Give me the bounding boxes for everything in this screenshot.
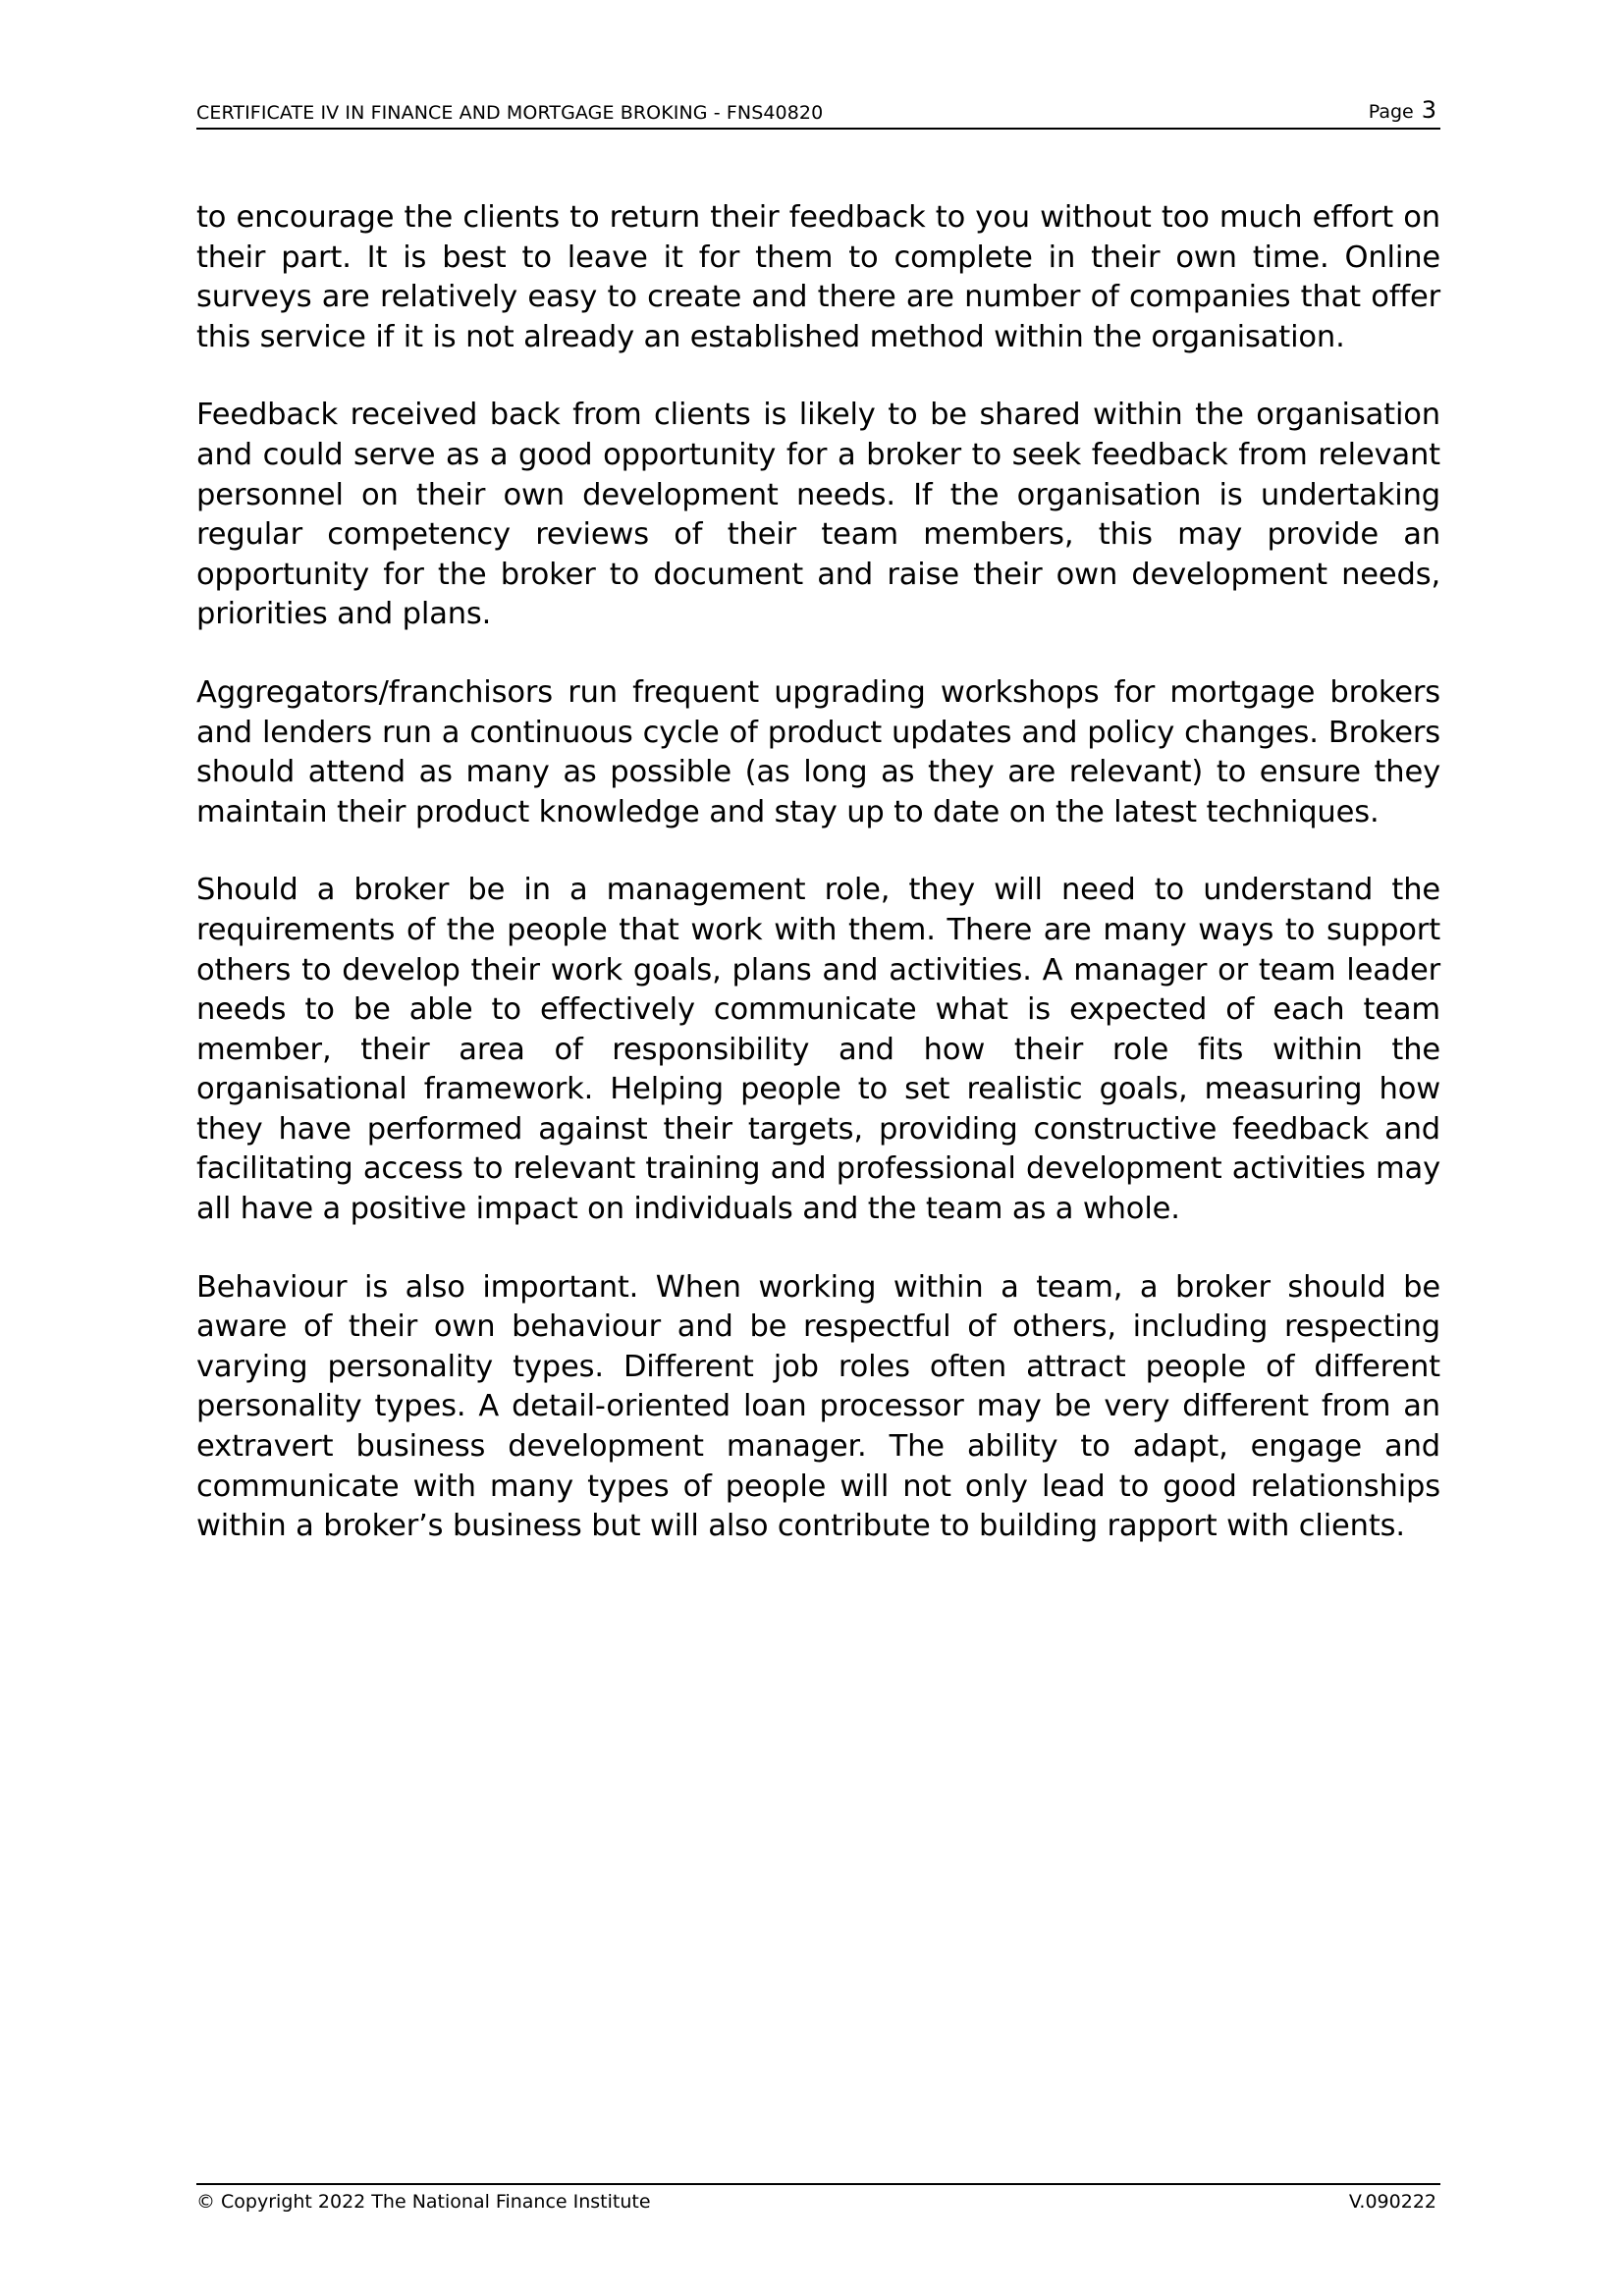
page-footer: [196, 2183, 1440, 2213]
paragraph-behaviour: Behaviour is also important. When working within a team, a broker should be aware of their own behaviour and be respectful of others, including respecting varying personality types. Different job roles often attract people of different personality types. A detail-oriented loan processor may be very different from an extravert business development manager. The ability to adapt, engage and communicate with many types of people will not only lead to good relationships within a broker’s business but will also contribute to building rapport with clients.: [196, 1269, 1440, 1544]
page-header: [196, 96, 1440, 130]
document-title: CERTIFICATE IV IN FINANCE AND MORTGAGE BROKING - FNS40820: [196, 102, 824, 124]
paragraph-workshops: Aggregators/franchisors run frequent upgrading workshops for mortgage brokers and lenders run a continuous cycle of product updates and policy changes. Brokers should attend as many as possible (as long as they are relevant) to ensure they maintain their product knowledge and stay up to date on the latest techniques.: [196, 674, 1440, 829]
paragraph-client-feedback: to encourage the clients to return their feedback to you without too much effort on their part. It is best to leave it for them to complete in their own time. Online surveys are relatively easy to create and there are number of companies that offer this service if it is not already an established method within the organisation.: [196, 200, 1440, 354]
page-indicator: [1369, 96, 1436, 124]
page-number: 3: [1421, 96, 1436, 124]
body-content: [196, 198, 1440, 1585]
version-label: V.090222: [1348, 2191, 1436, 2213]
copyright-notice: © Copyright 2022 The National Finance Institute: [196, 2191, 651, 2213]
paragraph-shared-feedback: Feedback received back from clients is likely to be shared within the organisation and could serve as a good opportunity for a broker to seek feedback from relevant personnel on their own development needs. If the organisation is undertaking regular competency reviews of their team members, this may provide an opportunity for the broker to document and raise their own development needs, priorities and plans.: [196, 398, 1440, 632]
page-label: Page: [1368, 101, 1414, 123]
paragraph-management-role: Should a broker be in a management role, they will need to understand the requirements of the people that work with them. There are many ways to support others to develop their work goals, plans and activities. A manager or team leader needs to be able to effectively communicate what is expected of each team member, their area of responsibility and how their role fits within the organisational framework. Helping people to set realistic goals, measuring how they have performed against their targets, providing constructive feedback and facilitating access to relevant training and professional development activities may all have a positive impact on individuals and the team as a whole.: [196, 873, 1440, 1227]
